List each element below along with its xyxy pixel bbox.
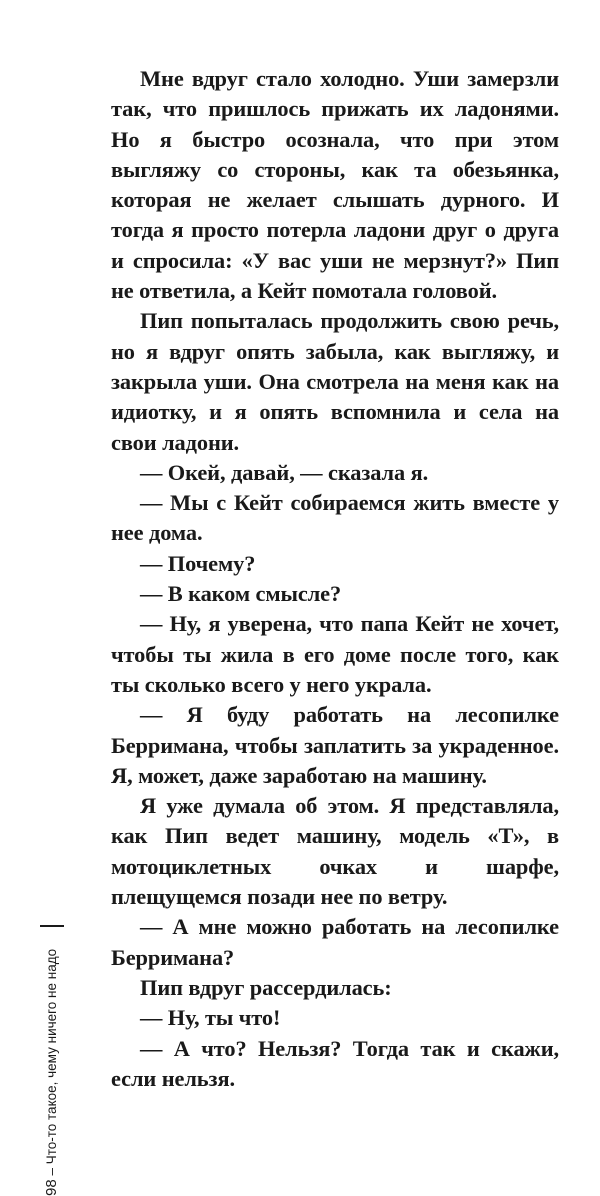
paragraph: — А что? Нельзя? Тогда так и скажи, если нельзя. — [111, 1035, 559, 1091]
running-head-text — [40, 890, 64, 1196]
paragraph: — В каком смысле? — [140, 581, 342, 607]
paragraph: — Я буду работать на лесопилке Берримана, чтобы заплатить за украденное. Я, может, даже заработаю на машину. — [111, 702, 559, 788]
paragraph: Я уже думала об этом. Я представляла, как Пип ведет машину, модель «Т», в мотоциклетных очках и шарфе, плещущемся позади нее по ветру. — [111, 793, 559, 910]
paragraph: Мне вдруг стало холодно. Уши замерзли так, что пришлось прижать их ладонями. Но я быстро осознала, что при этом выгляжу со стороны, как та обезьянка, которая не желает слышать дурного. И тогда я просто потерла ладони друг о друга и спросила: «У вас уши не мерзнут?» Пип не ответила, а Кейт помотала головой. — [111, 66, 559, 304]
paragraph: — Почему? — [140, 550, 256, 576]
paragraph: — А мне можно работать на лесопилке Берримана? — [111, 914, 559, 970]
book-title: Что-то такое, чему ничего не надо — [44, 948, 59, 1165]
paragraph: — Окей, давай, — сказала я. — [140, 459, 429, 485]
running-head — [40, 608, 64, 1196]
paragraph: — Ну, я уверена, что папа Кейт не хочет, чтобы ты жила в его доме после того, как ты сколько всего у него украла. — [111, 611, 559, 697]
paragraph: — Мы с Кейт собираемся жить вместе у нее дома. — [111, 490, 559, 546]
running-head-separator: – — [44, 1164, 59, 1180]
paragraph: — Ну, ты что! — [140, 1005, 281, 1031]
paragraph: Пип попыталась продолжить свою речь, но я вдруг опять забыла, как выгляжу, и закрыла уши. Она смотрела на меня как на идиотку, и я опять вспомнила и села на свои ладони. — [111, 308, 559, 455]
running-head-rule — [40, 925, 64, 927]
body-text — [111, 64, 559, 1094]
paragraph: Пип вдруг рассердилась: — [140, 974, 392, 1000]
page-number: 98 — [43, 1179, 60, 1196]
